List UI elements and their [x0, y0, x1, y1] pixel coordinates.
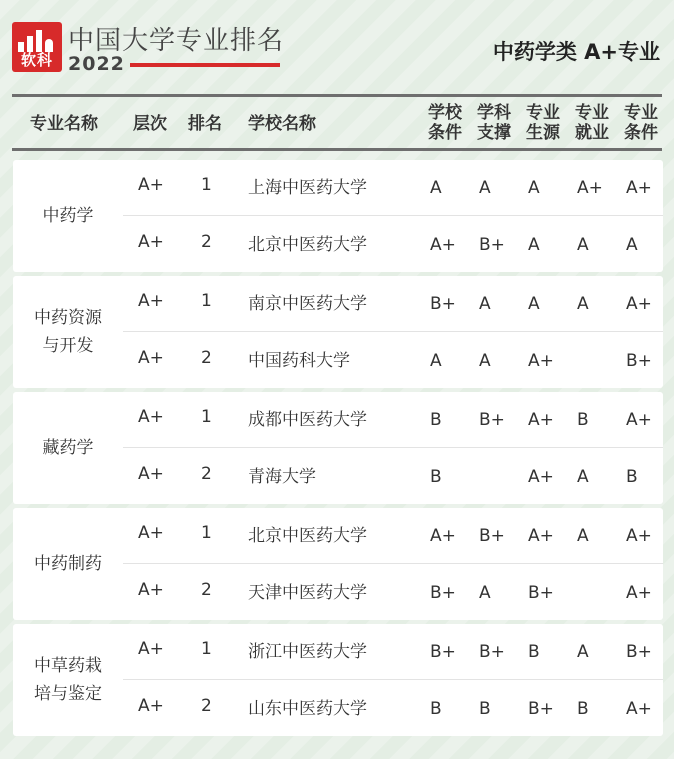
cell-c2: A: [479, 351, 491, 371]
cell-level: A+: [138, 407, 164, 427]
cell-c3: B+: [528, 583, 554, 603]
cell-c3: A+: [528, 410, 554, 430]
cell-c2: B: [479, 699, 491, 719]
cell-c5: B+: [626, 351, 652, 371]
cell-c2: B+: [479, 526, 505, 546]
cell-c5: A+: [626, 583, 652, 603]
cell-c1: A+: [430, 235, 456, 255]
cell-rank: 1: [201, 175, 212, 195]
cell-rank: 2: [201, 696, 212, 716]
cell-c5: B+: [626, 642, 652, 662]
cell-c4: B: [577, 699, 589, 719]
table-row: [123, 276, 663, 332]
cell-rank: 1: [201, 291, 212, 311]
column-header-student-source: 专业 生源: [526, 103, 560, 143]
column-header-school: 学校名称: [248, 114, 316, 134]
table-header: [0, 98, 674, 148]
cell-c2: B+: [479, 410, 505, 430]
major-name: [13, 160, 123, 272]
cell-c3: A+: [528, 526, 554, 546]
cell-c1: A: [430, 178, 442, 198]
cell-c4: A: [577, 467, 589, 487]
cell-c1: B: [430, 410, 442, 430]
major-name-line: 培与鉴定: [34, 684, 102, 704]
column-header-employment: 专业 就业: [575, 103, 609, 143]
major-name: [13, 392, 123, 504]
header-bottom-divider: [12, 148, 662, 151]
major-name: [13, 624, 123, 736]
cell-level: A+: [138, 464, 164, 484]
cell-c5: A+: [626, 178, 652, 198]
major-group: [13, 508, 663, 620]
cell-c4: A+: [577, 178, 603, 198]
table-row: [123, 333, 663, 389]
cell-school: 青海大学: [248, 467, 316, 487]
table-row: [123, 565, 663, 621]
cell-c3: A: [528, 294, 540, 314]
table-row: [123, 624, 663, 680]
logo-text: 软科: [20, 51, 53, 69]
cell-rank: 1: [201, 639, 212, 659]
major-name-line: 藏药学: [42, 438, 94, 458]
major-group: [13, 624, 663, 736]
header-divider: [12, 94, 662, 97]
cell-level: A+: [138, 696, 164, 716]
column-header-school-conditions: 学校 条件: [428, 103, 462, 143]
cell-school: 浙江中医药大学: [248, 642, 367, 662]
cell-level: A+: [138, 175, 164, 195]
cell-rank: 2: [201, 348, 212, 368]
cell-level: A+: [138, 639, 164, 659]
cell-rank: 2: [201, 232, 212, 252]
brand-underline: [130, 63, 280, 67]
cell-c5: A+: [626, 410, 652, 430]
cell-school: 北京中医药大学: [248, 526, 367, 546]
column-header-discipline-support: 学科 支撑: [477, 103, 511, 143]
table-row: [123, 681, 663, 737]
cell-school: 北京中医药大学: [248, 235, 367, 255]
major-name: [13, 508, 123, 620]
cell-c1: A: [430, 351, 442, 371]
cell-level: A+: [138, 291, 164, 311]
cell-level: A+: [138, 348, 164, 368]
cell-c4: A: [577, 526, 589, 546]
cell-c3: A+: [528, 467, 554, 487]
cell-school: 天津中医药大学: [248, 583, 367, 603]
major-name-line: 中草药栽: [34, 656, 102, 676]
cell-c5: A+: [626, 294, 652, 314]
major-name-line: 与开发: [42, 336, 94, 356]
brand-year: 2022: [68, 53, 125, 75]
cell-c5: A: [626, 235, 638, 255]
table-row: [123, 392, 663, 448]
major-group: [13, 160, 663, 272]
cell-c3: B+: [528, 699, 554, 719]
cell-school: 上海中医药大学: [248, 178, 367, 198]
cell-c4: A: [577, 294, 589, 314]
cell-c2: B+: [479, 235, 505, 255]
cell-c3: A: [528, 178, 540, 198]
cell-c4: A: [577, 235, 589, 255]
cell-school: 山东中医药大学: [248, 699, 367, 719]
cell-level: A+: [138, 580, 164, 600]
major-name: [13, 276, 123, 388]
cell-c2: A: [479, 178, 491, 198]
major-group: [13, 392, 663, 504]
cell-c5: A+: [626, 526, 652, 546]
cell-c3: A: [528, 235, 540, 255]
cell-c3: B: [528, 642, 540, 662]
table-row: [123, 217, 663, 273]
cell-school: 南京中医药大学: [248, 294, 367, 314]
cell-c2: A: [479, 294, 491, 314]
table-row: [123, 449, 663, 505]
cell-rank: 2: [201, 464, 212, 484]
major-name-line: 中药制药: [34, 554, 102, 574]
cell-c1: B+: [430, 642, 456, 662]
cell-c1: B+: [430, 294, 456, 314]
table-row: [123, 508, 663, 564]
major-name-line: 中药资源: [34, 308, 102, 328]
cell-school: 中国药科大学: [248, 351, 350, 371]
page-header: [0, 0, 674, 95]
brand-title: 中国大学专业排名: [68, 26, 285, 56]
cell-rank: 1: [201, 407, 212, 427]
major-group: [13, 276, 663, 388]
column-header-major-conditions: 专业 条件: [624, 103, 658, 143]
cell-rank: 1: [201, 523, 212, 543]
cell-rank: 2: [201, 580, 212, 600]
category-title: 中药学类 A+专业: [492, 40, 660, 64]
cell-c5: A+: [626, 699, 652, 719]
cell-c1: B: [430, 467, 442, 487]
cell-c1: B+: [430, 583, 456, 603]
column-header-rank: 排名: [188, 114, 222, 134]
cell-c2: A: [479, 583, 491, 603]
column-header-major: 专业名称: [30, 114, 98, 134]
cell-c4: A: [577, 642, 589, 662]
column-header-level: 层次: [133, 114, 167, 134]
table-row: [123, 160, 663, 216]
cell-level: A+: [138, 232, 164, 252]
cell-c5: B: [626, 467, 638, 487]
cell-c2: B+: [479, 642, 505, 662]
cell-school: 成都中医药大学: [248, 410, 367, 430]
major-name-line: 中药学: [42, 206, 94, 226]
cell-c1: A+: [430, 526, 456, 546]
cell-c4: B: [577, 410, 589, 430]
cell-level: A+: [138, 523, 164, 543]
cell-c1: B: [430, 699, 442, 719]
cell-c3: A+: [528, 351, 554, 371]
shanghai-ranking-logo: [12, 22, 62, 72]
